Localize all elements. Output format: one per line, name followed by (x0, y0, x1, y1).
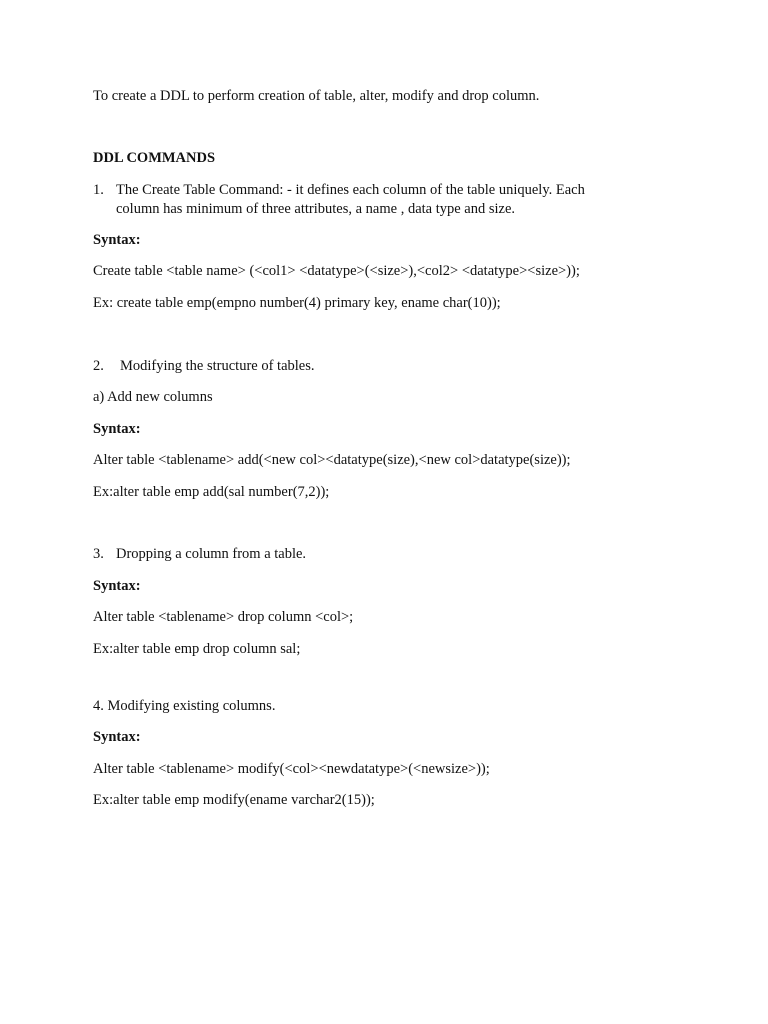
section1-syntax-label: Syntax: (93, 232, 141, 248)
section1-line1: The Create Table Command: - it defines each column of the table uniquely. Each (116, 182, 585, 198)
section4-title: 4. Modifying existing columns. (93, 698, 276, 714)
section1-syntax: Create table <table name> (<col1> <datatype>(<size>),<col2> <datatype><size>)); (93, 263, 580, 279)
section3-syntax: Alter table <tablename> drop column <col>; (93, 609, 354, 625)
section4-syntax: Alter table <tablename> modify(<col><newdatatype>(<newsize>)); (93, 761, 490, 777)
section3-syntax-label: Syntax: (93, 578, 141, 594)
section1-line2: column has minimum of three attributes, a name , data type and size. (116, 201, 516, 217)
section2-title: Modifying the structure of tables. (120, 358, 315, 374)
intro-text: To create a DDL to perform creation of table, alter, modify and drop column. (93, 88, 540, 104)
section-heading: DDL COMMANDS (93, 150, 216, 166)
section2-syntax: Alter table <tablename> add(<new col><datatype(size),<new col>datatype(size)); (93, 452, 571, 468)
section1-example: Ex: create table emp(empno number(4) primary key, ename char(10)); (93, 295, 501, 311)
section4-syntax-label: Syntax: (93, 729, 141, 745)
section2-syntax-label: Syntax: (93, 421, 141, 437)
section3-number: 3. (93, 546, 104, 562)
section4-example: Ex:alter table emp modify(ename varchar2(15)); (93, 792, 375, 808)
section2-number: 2. (93, 358, 104, 374)
section2-example: Ex:alter table emp add(sal number(7,2)); (93, 484, 330, 500)
section1-number: 1. (93, 182, 104, 198)
section3-title: Dropping a column from a table. (116, 546, 307, 562)
section2-subitem: a) Add new columns (93, 389, 213, 405)
section3-example: Ex:alter table emp drop column sal; (93, 641, 301, 657)
